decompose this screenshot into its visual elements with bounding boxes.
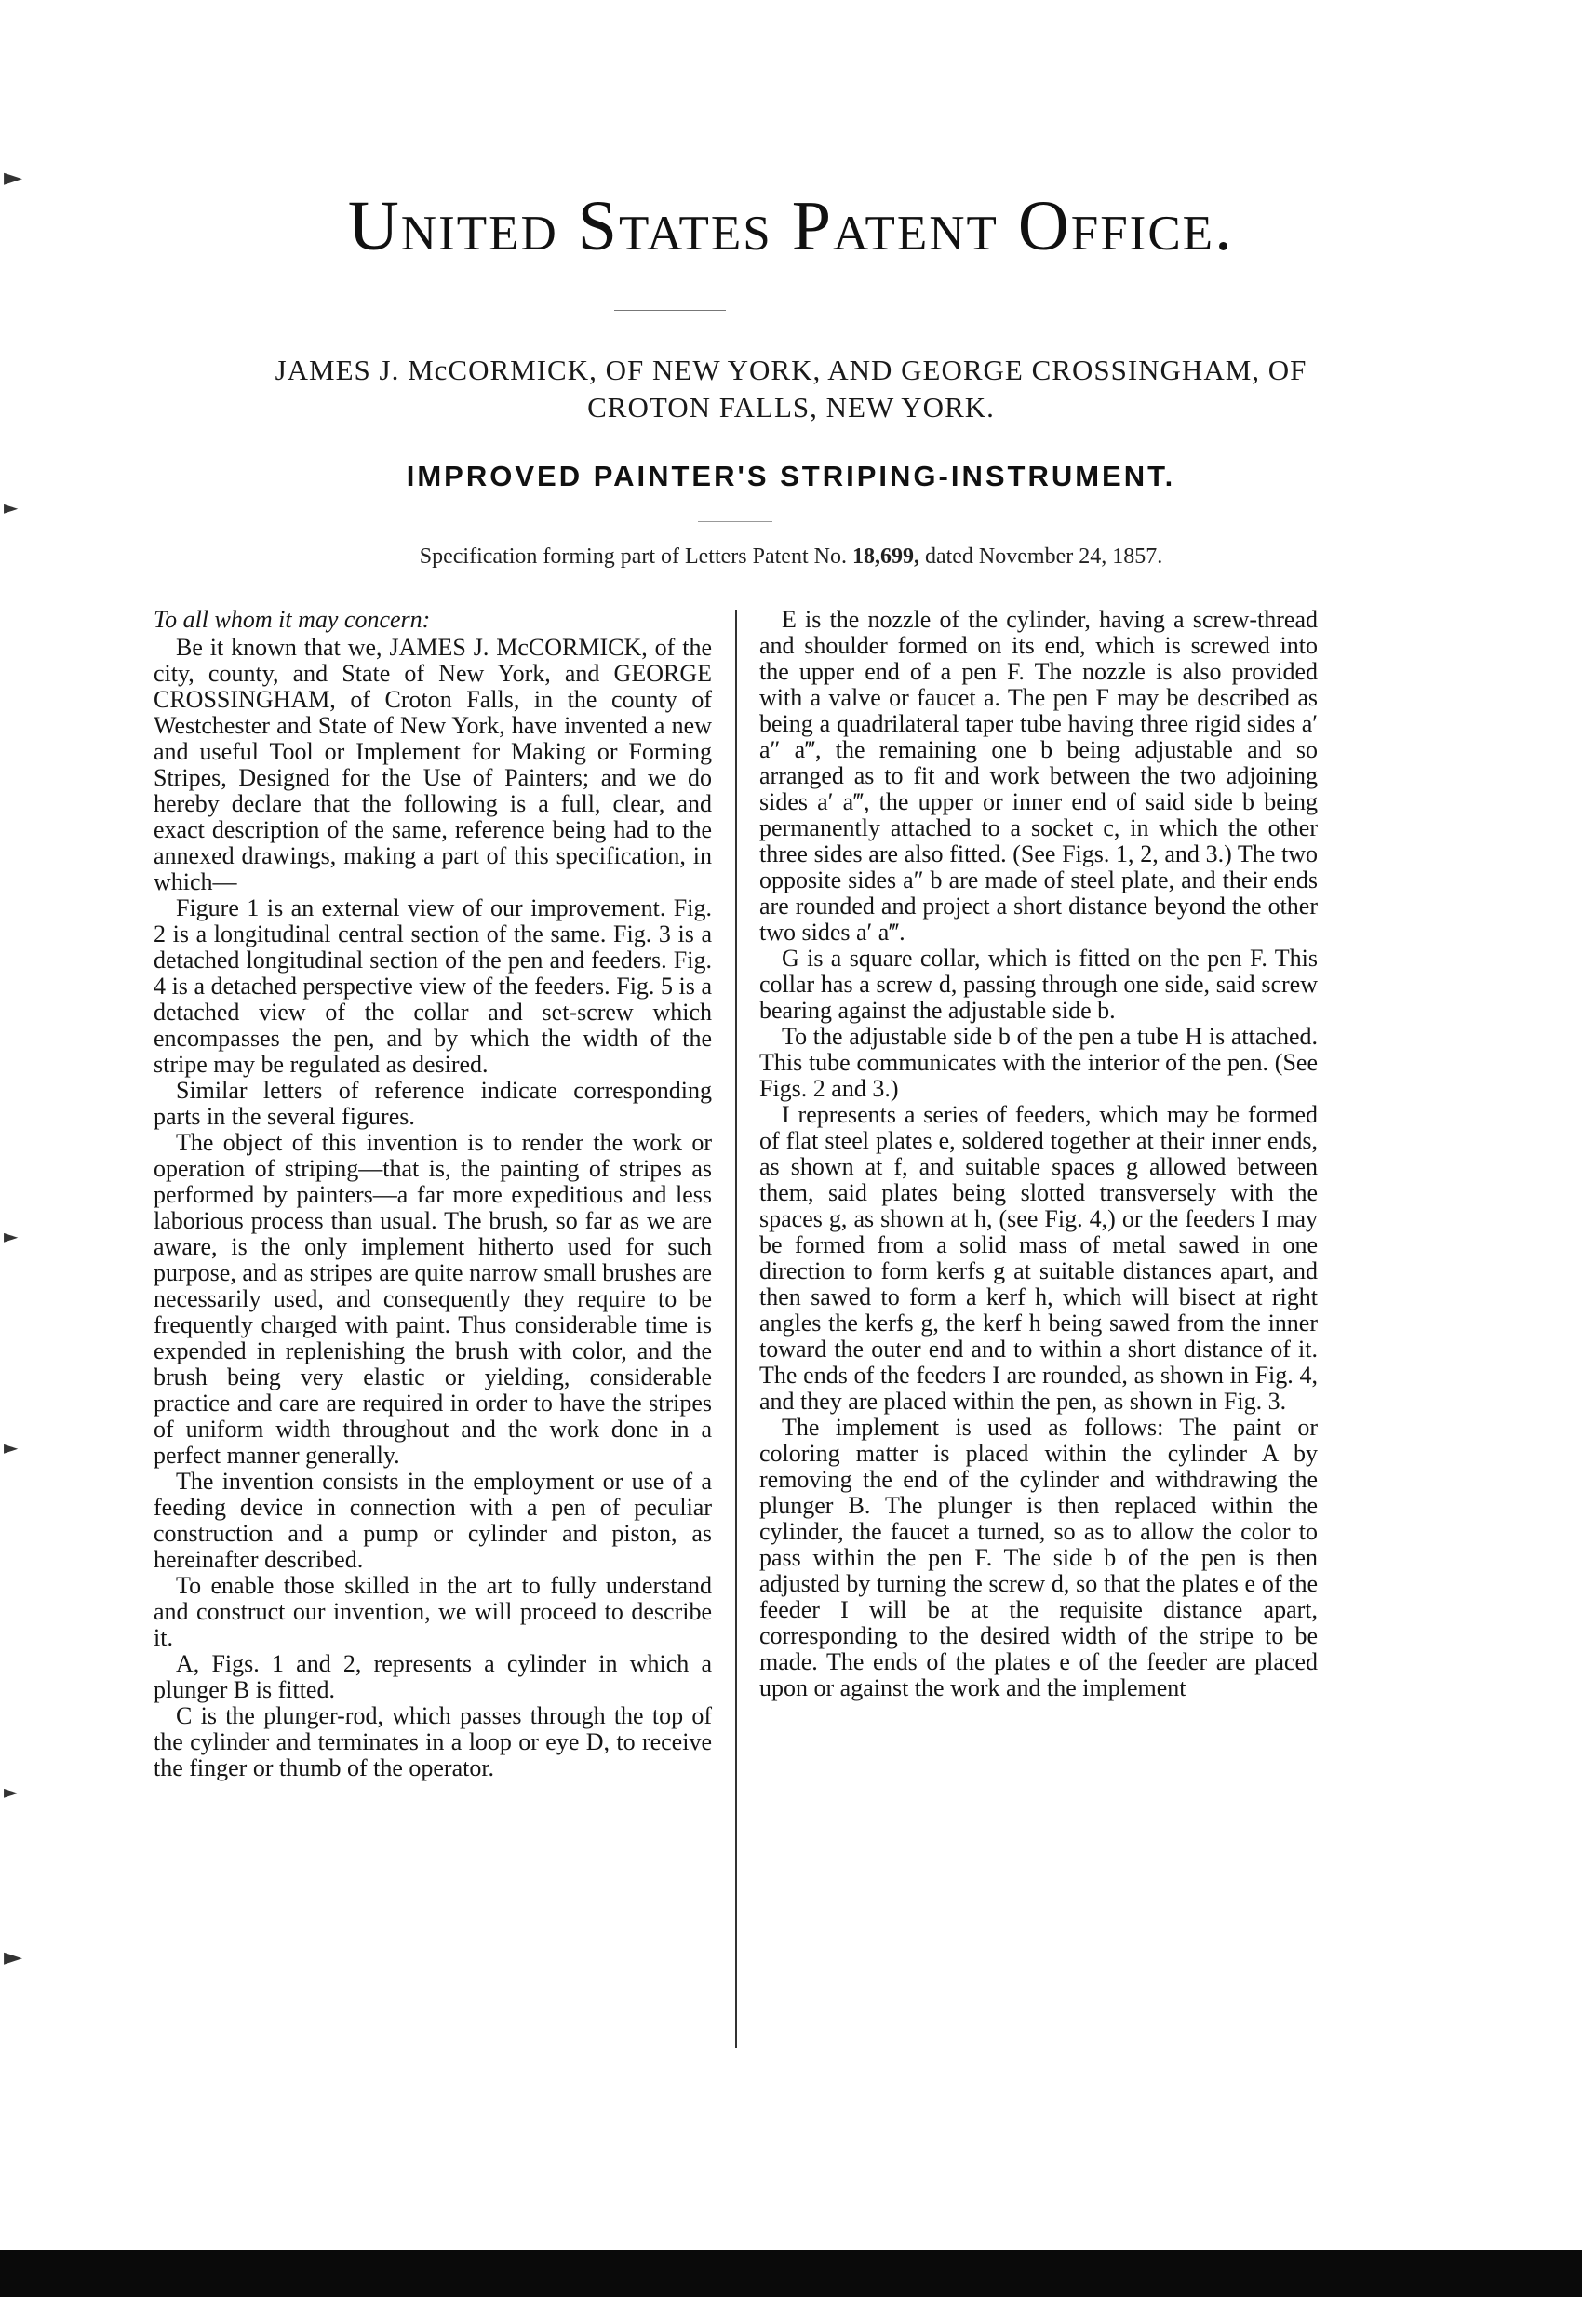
paragraph: G is a square collar, which is fitted on the pen F. This collar has a screw d, passing through one side, said screw bearing against the adjustable side b. (759, 945, 1318, 1024)
paragraph: E is the nozzle of the cylinder, having a screw-thread and shoulder formed on its end, which is screwed into the upper end of a pen F. The nozzle is also provided with a valve or faucet a. The pen F may be described as being a quadrilateral taper tube having three rigid sides a′ a″ a‴, the remaining one b being adjustable and so arranged as to fit and work between the two adjoining sides a′ a‴, the upper or inner end of said side b being permanently attached to a socket c, in which the other three sides are also fitted. (See Figs. 1, 2, and 3.) The two opposite sides a″ b are made of steel plate, and their ends are rounded and project a short distance beyond the other two sides a′ a‴. (759, 606, 1318, 946)
inventors-block (121, 352, 1461, 426)
paragraph: I represents a series of feeders, which may be formed of flat steel plates e, soldered together at their inner ends, as shown at f, and suitable spaces g allowed between them, said plates being slotted transversely with the spaces g, as shown at h, (see Fig. 4,) or the feeders I may be formed from a solid mass of metal sawed in one direction to form kerfs g at suitable distances apart, and then sawed to form a kerf h, which will bisect at right angles the kerfs g, the kerf h being sawed from the inner toward the outer end and to within a short distance of it. The ends of the feeders I are rounded, as shown in Fig. 4, and they are placed within the pen, as shown in Fig. 3. (759, 1101, 1318, 1415)
paragraph: To enable those skilled in the art to fully understand and construct our invention, we will proceed to describe it. (154, 1572, 712, 1651)
margin-arrow-icon: ► (4, 1225, 19, 1247)
paragraph: C is the plunger-rod, which passes through the top of the cylinder and terminates in a loop or eye D, to receive the finger or thumb of the operator. (154, 1702, 712, 1781)
paragraph: The invention consists in the employment or use of a feeding device in connection with a pen of peculiar construction and a pump or cylinder and piston, as hereinafter described. (154, 1468, 712, 1573)
paragraph: Figure 1 is an external view of our improvement. Fig. 2 is a longitudinal central section of the same. Fig. 3 is a detached longitudinal section of the pen and feeders. Fig. 4 is a detached perspective view of the feeders. Fig. 5 is a detached view of the collar and set-screw which encompasses the pen, and by which the width of the stripe may be regulated as desired. (154, 894, 712, 1078)
spec-prefix: Specification forming part of Letters Patent No. (419, 544, 847, 569)
specification-line (140, 544, 1442, 570)
margin-arrow-icon: ► (4, 164, 22, 192)
scan-border-bar (0, 2250, 1582, 2297)
patent-number: 18,699, (851, 544, 919, 569)
office-heading: United States Patent Office. (347, 187, 1235, 265)
spec-date: dated November 24, 1857. (924, 544, 1163, 569)
paragraph: The implement is used as follows: The paint or coloring matter is placed within the cylinder A by removing the end of the cylinder and withdrawing the plunger B. The plunger is then replaced within the cylinder, the faucet a turned, so as to allow the color to pass within the pen F. The side b of the pen is then adjusted by turning the screw d, so that the plates e of the feeder I will be at the requisite distance apart, corresponding to the desired width of the stripe to be made. The ends of the plates e of the feeder are placed upon or against the work and the implement (759, 1414, 1318, 1701)
heading-rule (614, 310, 726, 311)
margin-arrow-icon: ► (4, 496, 19, 518)
paragraph: A, Figs. 1 and 2, represents a cylinder in which a plunger B is fitted. (154, 1650, 712, 1703)
margin-arrow-icon: ► (4, 1780, 19, 1803)
inventors-line-2: CROTON FALLS, NEW YORK. (587, 391, 995, 423)
title-rule (698, 521, 772, 522)
paragraph: To the adjustable side b of the pen a tube H is attached. This tube communicates with the interior of the pen. (See Figs. 2 and 3.) (759, 1023, 1318, 1102)
paragraph: The object of this invention is to render the work or operation of striping—that is, the painting of stripes as performed by painters—a far more expeditious and less laborious process than usual. The brush, so far as we are aware, is the only implement hitherto used for such purpose, and as stripes are quite narrow small brushes are necessarily used, and consequently they require to be frequently charged with paint. Thus considerable time is expended in replenishing the brush with color, and the brush being very elastic or yielding, considerable practice and care are required in order to have the stripes of uniform width throughout and the work done in a perfect manner generally. (154, 1129, 712, 1469)
invention-title: IMPROVED PAINTER'S STRIPING-INSTRUMENT. (406, 460, 1176, 492)
right-column (759, 607, 1318, 1701)
salutation: To all whom it may concern: (154, 606, 431, 633)
left-column (154, 607, 712, 1781)
margin-arrow-icon: ► (4, 1943, 22, 1971)
margin-arrow-icon: ► (4, 1436, 19, 1458)
paragraph: Similar letters of reference indicate corresponding parts in the several figures. (154, 1077, 712, 1130)
inventors-line-1: JAMES J. McCORMICK, OF NEW YORK, AND GEORGE CROSSINGHAM, OF (275, 354, 1307, 386)
paragraph: Be it known that we, JAMES J. McCORMICK, of the city, county, and State of New York, and GEORGE CROSSINGHAM, of Croton Falls, in the county of Westchester and State of New York, have invented a new and useful Tool or Implement for Making or Forming Stripes, Designed for the Use of Painters; and we do hereby declare that the following is a full, clear, and exact description of the same, reference being had to the annexed drawings, making a part of this specification, in which— (154, 634, 712, 895)
column-divider (735, 610, 737, 2048)
